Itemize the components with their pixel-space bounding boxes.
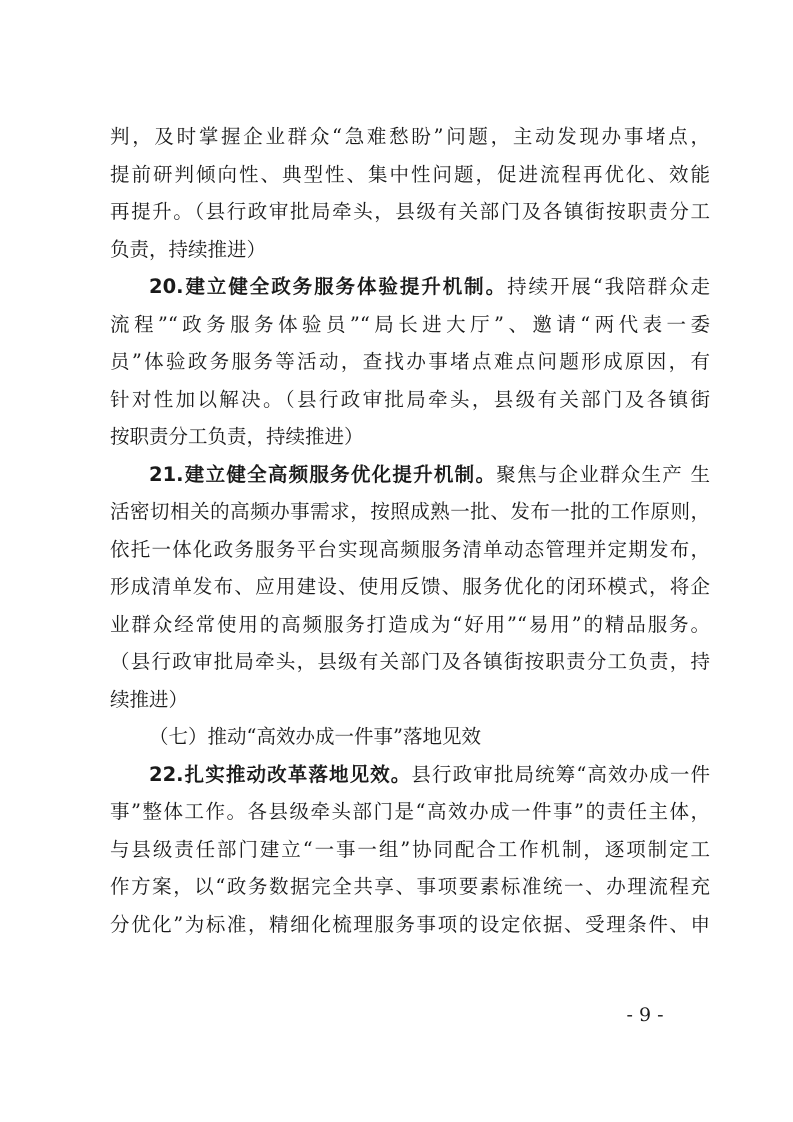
text-line: 续推进） xyxy=(110,687,189,711)
page-number: - 9 - xyxy=(626,1004,664,1026)
text-line: 流程”“政务服务体验员”“局长进大厅”、邀请“两代表一委 xyxy=(110,312,710,336)
text-line: 形成清单发布、应用建设、使用反馈、服务优化的闭环模式，将企 xyxy=(110,575,710,598)
text-run: 县行政审批局统筹“高效办成一件 xyxy=(411,762,710,786)
text-line: 按职责分工负责，持续推进） xyxy=(110,425,364,448)
item-21-first-line xyxy=(110,456,710,494)
item-22-first-line xyxy=(110,756,710,794)
text-line: （县行政审批局牵头，县级有关部门及各镇街按职责分工负责，持 xyxy=(110,650,710,673)
text-line: 再提升。（县行政审批局牵头，县级有关部门及各镇街按职责分工 xyxy=(110,200,710,223)
text-line: 依托一体化政务服务平台实现高频服务清单动态管理并定期发布， xyxy=(110,537,710,561)
section-heading: （七）推动“高效办成一件事”落地见效 xyxy=(149,725,481,748)
text-run: 聚焦与企业群众生产 生 xyxy=(496,462,710,486)
text-line: 事”整体工作。各县级牵头部门是“高效办成一件事”的责任主体， xyxy=(110,800,710,823)
text-line: 员”体验政务服务等活动，查找办事堵点难点问题形成原因，有 xyxy=(110,350,710,373)
item-22-heading: 22.扎实推动改革落地见效。 xyxy=(149,762,412,786)
text-line: 业群众经常使用的高频服务打造成为“好用”“易用”的精品服务。 xyxy=(110,612,710,636)
item-20-heading: 20.建立健全政务服务体验提升机制。 xyxy=(149,275,508,298)
text-line: 针对性加以解决。（县行政审批局牵头，县级有关部门及各镇街 xyxy=(110,387,710,411)
item-21-heading: 21.建立健全高频服务优化提升机制。 xyxy=(149,462,497,486)
text-line: 负责，持续推进） xyxy=(110,237,267,261)
text-line: 判，及时掌握企业群众“急难愁盼”问题，主动发现办事堵点， xyxy=(110,125,710,148)
text-line: 与县级责任部门建立“一事一组”协同配合工作机制，逐项制定工 xyxy=(110,837,710,861)
item-20-first-line xyxy=(110,268,710,306)
text-line: 提前研判倾向性、典型性、集中性问题，促进流程再优化、效能 xyxy=(110,162,710,186)
body-text xyxy=(110,118,710,943)
text-line: 分优化”为标准，精细化梳理服务事项的设定依据、受理条件、申 xyxy=(110,912,710,936)
text-run: 持续开展“我陪群众走 xyxy=(507,275,710,298)
text-line: 活密切相关的高频办事需求，按照成熟一批、发布一批的工作原则， xyxy=(110,500,710,523)
text-line: 作方案，以“政务数据完全共享、事项要素标准统一、办理流程充 xyxy=(110,875,710,898)
